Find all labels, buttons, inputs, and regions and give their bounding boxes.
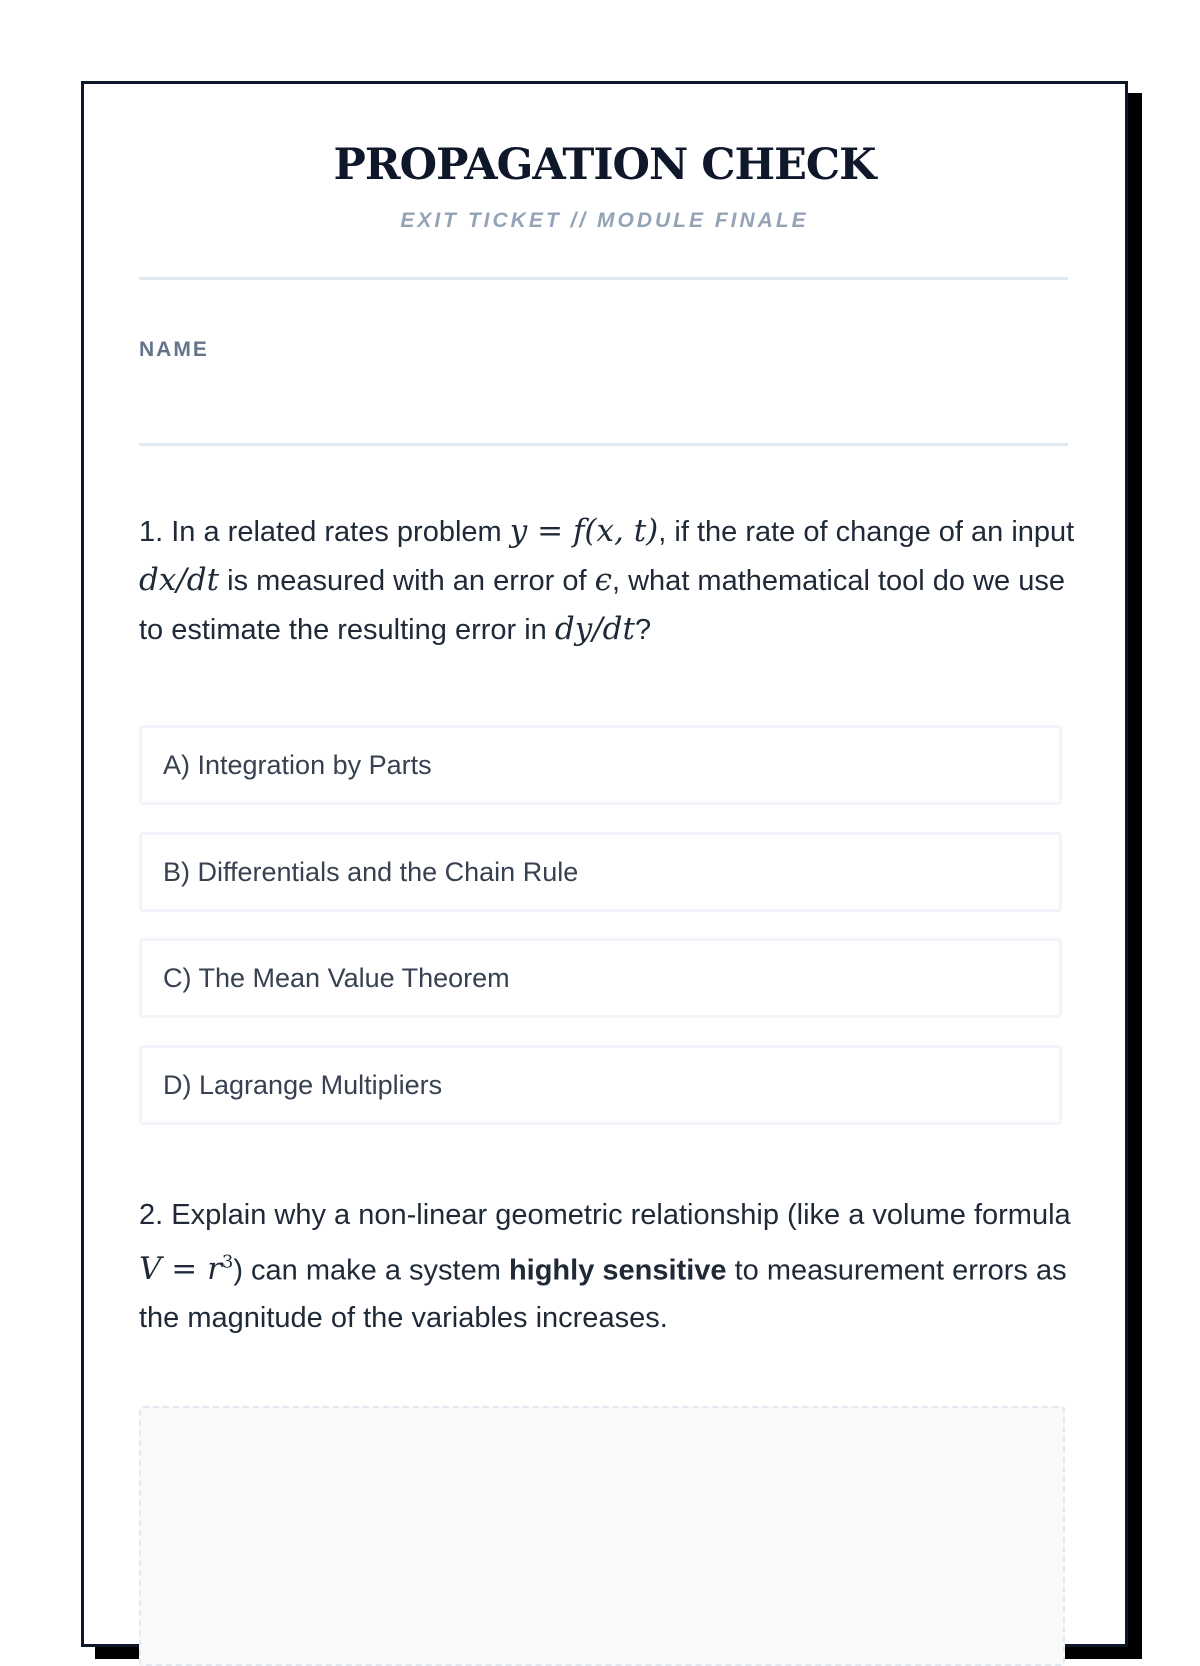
question-2-part-3: to measurement errors as the magnitude of the variables increases. (139, 1254, 1067, 1335)
question-1-math-4: dy/dt (554, 611, 635, 647)
option-b[interactable] (139, 832, 1062, 912)
question-2-text (139, 1191, 1079, 1342)
question-2-math-base: V = r (139, 1251, 222, 1288)
header-divider (139, 277, 1068, 280)
question-1-math-2: dx/dt (139, 562, 220, 598)
exit-ticket-card (81, 81, 1128, 1647)
question-2-math (139, 1251, 233, 1287)
question-1-part-1: 1. In a related rates problem (139, 516, 510, 548)
option-c-label: C) The Mean Value Theorem (163, 963, 510, 993)
page-title: PROPAGATION CHECK (333, 140, 876, 190)
option-c[interactable] (139, 938, 1062, 1018)
name-label: NAME (139, 338, 209, 361)
question-2-bold: highly sensitive (508, 1254, 727, 1287)
question-2-part-2: ) can make a system (233, 1254, 509, 1287)
option-a-label: A) Integration by Parts (163, 750, 432, 780)
option-a[interactable] (139, 725, 1062, 805)
question-2-math-exponent: 3 (221, 1252, 234, 1273)
option-b-label: B) Differentials and the Chain Rule (163, 857, 579, 887)
question-1-math-3: ϵ (594, 562, 612, 598)
page-subtitle: EXIT TICKET // MODULE FINALE (400, 209, 809, 232)
answer-textarea[interactable] (139, 1406, 1065, 1666)
question-1-part-3: is measured with an error of (219, 565, 595, 597)
question-2-part-1: 2. Explain why a non-linear geometric relationship (like a volume formula (139, 1199, 1071, 1231)
question-1-math-1: y = f(x, t) (509, 513, 659, 549)
question-1-part-5: ? (634, 614, 652, 646)
option-d[interactable] (139, 1045, 1062, 1125)
question-1-part-2: , if the rate of change of an input (658, 516, 1075, 548)
option-d-label: D) Lagrange Multipliers (163, 1070, 443, 1100)
name-input-line[interactable] (139, 443, 1068, 446)
question-1-text (139, 507, 1079, 654)
question-1-part-4: , what mathematical tool do we use to estimate the resulting error in (139, 565, 1065, 646)
